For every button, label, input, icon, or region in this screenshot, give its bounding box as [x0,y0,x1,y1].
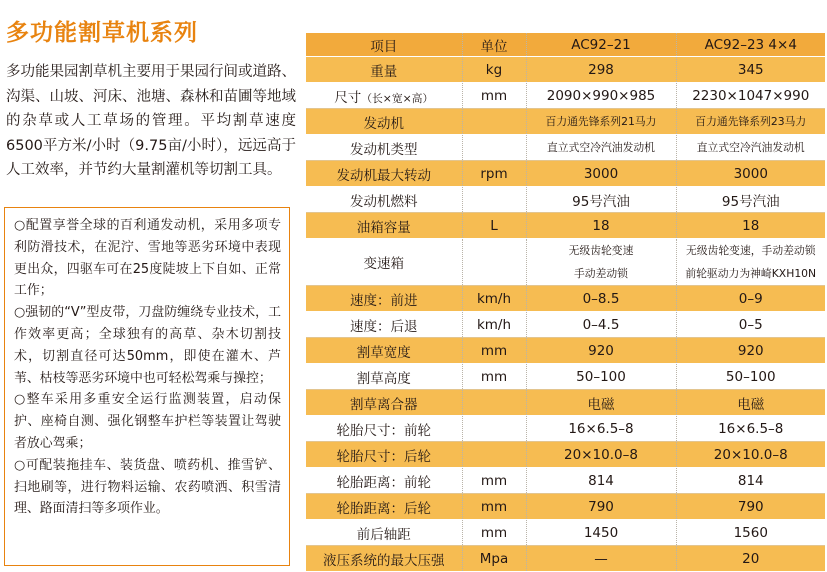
cell-item [306,520,462,546]
cell-item [306,286,462,312]
cell-ac92-23 [676,520,825,546]
cell-unit [462,338,526,364]
cell-unit [462,187,526,213]
cell-unit [462,364,526,390]
cell-unit [462,546,526,572]
intro-paragraph: 多功能果园割草机主要用于果园行间或道路、沟渠、山坡、河床、池塘、森林和苗圃等地域的杂草或人工草场的管理。平均割草速度6500平方米/小时（9.75亩/小时），远远高于人工效率，并节约大量割灌机等切割工具。 [6,64,296,178]
table-row [306,312,825,338]
cell-value: 1450 [583,524,619,541]
item-label: 割草宽度 [356,344,411,361]
cell-value: 0–4.5 [582,316,620,333]
unit-label: km/h [476,316,512,333]
cell-value: 814 [588,472,614,489]
table-row [306,468,825,494]
cell-ac92-23 [676,364,825,390]
header-model-ac92-23: AC92–23 4×4 [676,33,825,57]
cell-value: 电磁 [737,396,765,413]
cell-unit [462,494,526,520]
cell-item [306,109,462,135]
cell-item [306,494,462,520]
cell-ac92-23 [676,213,825,239]
header-model-ac92-21: AC92–21 [526,33,676,57]
item-label: 变速箱 [363,256,404,272]
cell-ac92-21 [526,161,676,187]
cell-unit [462,390,526,416]
cell-item [306,312,462,338]
cell-ac92-21 [526,364,676,390]
item-label: 重量 [370,63,398,80]
cell-value: 2230×1047×990 [692,87,810,104]
item-label: 轮胎尺寸：前轮 [336,422,431,439]
unit-label: mm [480,498,508,515]
cell-ac92-21 [526,57,676,83]
cell-unit [462,135,526,161]
cell-item [306,83,462,109]
cell-item [306,187,462,213]
cell-value: 百力通先锋系列21马力 [545,115,657,128]
cell-value: 814 [737,472,764,489]
cell-item [306,338,462,364]
table-row [306,338,825,364]
item-label: 割草高度 [356,370,411,387]
item-label: 发动机类型 [350,141,418,158]
cell-value: 3000 [733,165,768,182]
unit-label: L [490,217,498,234]
cell-value: 2090×990×985 [546,87,656,104]
cell-item [306,364,462,390]
table-row [306,213,825,239]
cell-value: 95号汽油 [572,193,630,210]
cell-item [306,442,462,468]
cell-value: 298 [588,61,614,78]
cell-item [306,546,462,572]
table-row [306,109,825,135]
item-label: 轮胎尺寸：后轮 [336,448,431,465]
table-row [306,57,825,83]
cell-ac92-21 [526,416,676,442]
cell-unit [462,57,526,83]
item-label: 前后轴距 [356,526,411,543]
item-label: 发动机最大转动 [336,167,431,184]
unit-label: mm [480,472,508,489]
item-label: 轮胎距离：后轮 [336,500,431,517]
cell-value: 790 [588,498,614,515]
cell-value: — [594,550,608,567]
cell-ac92-21 [526,468,676,494]
cell-value-line: 手动差动锁 [574,267,628,280]
cell-item [306,161,462,187]
cell-unit [462,161,526,187]
unit-label: km/h [476,290,512,307]
cell-ac92-23 [676,312,825,338]
cell-ac92-21 [526,442,676,468]
table-row [306,442,825,468]
cell-ac92-23 [676,239,825,286]
cell-ac92-23 [676,468,825,494]
cell-item [306,213,462,239]
cell-unit [462,468,526,494]
features-box [4,207,290,566]
cell-value: 50–100 [576,368,626,385]
item-label: 发动机 [363,115,404,132]
spec-table [306,33,825,572]
header-item: 项目 [306,33,462,57]
cell-unit [462,442,526,468]
cell-ac92-23 [676,187,825,213]
cell-ac92-23 [676,546,825,572]
table-row [306,83,825,109]
cell-ac92-23 [676,494,825,520]
cell-value: 16×6.5–8 [718,420,784,437]
cell-ac92-21 [526,546,676,572]
unit-label: mm [480,87,508,104]
cell-unit [462,286,526,312]
cell-value: 20×10.0–8 [564,446,638,463]
item-label: 尺寸 [334,89,362,106]
cell-value: 0–8.5 [582,290,620,307]
feature-item: ○强韧的“V”型皮带，刀盘防缠绕专业技术，工作效率更高；全球独有的高草、杂木切割技术，切割直径可达50mm，即使在灌木、芦苇、枯枝等恶劣环境中也可轻松驾乘与操控； [14,305,281,386]
unit-label: mm [480,524,508,541]
cell-value: 0–9 [738,290,763,307]
table-row [306,390,825,416]
cell-ac92-21 [526,213,676,239]
cell-value: 3000 [583,165,619,182]
table-row [306,416,825,442]
item-note: （长×宽×高） [361,91,434,105]
cell-unit [462,312,526,338]
cell-ac92-21 [526,109,676,135]
cell-ac92-23 [676,83,825,109]
cell-ac92-23 [676,161,825,187]
cell-ac92-21 [526,494,676,520]
cell-value: 20 [742,550,760,567]
header-unit: 单位 [462,33,526,57]
item-label: 油箱容量 [356,219,411,236]
cell-value: 18 [592,217,610,234]
cell-item [306,468,462,494]
table-row [306,161,825,187]
item-label: 轮胎距离：前轮 [336,474,431,491]
cell-ac92-23 [676,390,825,416]
cell-value: 0–5 [738,316,763,333]
table-row [306,520,825,546]
table-row [306,187,825,213]
feature-item: ○整车采用多重安全运行监测装置，启动保护、座椅自测、强化钢整车护栏等装置让驾驶者放心驾乘； [14,392,281,451]
cell-value-line: 前轮驱动力为神崎KXH10N [685,267,817,280]
cell-unit [462,520,526,546]
cell-value: 790 [737,498,764,515]
cell-ac92-23 [676,135,825,161]
cell-value: 20×10.0–8 [713,446,788,463]
cell-value: 95号汽油 [721,193,780,210]
cell-unit [462,213,526,239]
item-label: 速度：前进 [350,292,418,309]
table-row [306,135,825,161]
cell-value-line: 无级齿轮变速 [568,244,634,257]
cell-value: 345 [737,61,764,78]
feature-item: ○配置享誉全球的百利通发动机，采用多项专利防滑技术，在泥泞、雪地等恶劣环境中表现更出众，四驱车可在25度陡坡上下自如、正常工作； [14,218,281,299]
item-label: 液压系统的最大压强 [323,552,445,569]
table-row [306,286,825,312]
cell-ac92-21 [526,187,676,213]
cell-value: 直立式空冷汽油发动机 [547,141,655,154]
feature-item: ○可配装拖挂车、装货盘、喷药机、推雪铲、扫地刷等，进行物料运输、农药喷洒、积雪清理、路面清扫等多项作业。 [14,457,281,517]
table-row [306,364,825,390]
cell-value: 1560 [733,524,768,541]
item-label: 发动机燃料 [350,193,418,210]
cell-ac92-21 [526,135,676,161]
item-label: 速度：后退 [350,318,418,335]
cell-value: 50–100 [725,368,776,385]
unit-label: mm [480,342,508,359]
unit-label: rpm [480,165,508,182]
cell-item [306,416,462,442]
cell-unit [462,239,526,286]
item-label: 割草离合器 [350,396,418,413]
cell-item [306,239,462,286]
cell-unit [462,109,526,135]
cell-item [306,390,462,416]
table-row [306,494,825,520]
cell-ac92-23 [676,109,825,135]
cell-unit [462,416,526,442]
unit-label: kg [485,61,503,78]
cell-value: 直立式空冷汽油发动机 [696,141,805,154]
cell-value: 920 [737,342,764,359]
cell-value: 电磁 [587,396,615,413]
cell-value: 920 [588,342,614,359]
cell-value: 百力通先锋系列23马力 [695,115,807,128]
table-row [306,546,825,572]
cell-ac92-21 [526,83,676,109]
cell-value: 16×6.5–8 [568,420,634,437]
page-title: 多功能割草机系列 [6,20,198,46]
cell-value: 18 [742,217,760,234]
cell-ac92-21 [526,239,676,286]
cell-ac92-23 [676,338,825,364]
cell-ac92-21 [526,338,676,364]
cell-ac92-21 [526,286,676,312]
cell-ac92-23 [676,57,825,83]
cell-item [306,57,462,83]
cell-ac92-21 [526,390,676,416]
unit-label: Mpa [479,550,509,567]
cell-unit [462,83,526,109]
cell-ac92-21 [526,520,676,546]
cell-ac92-23 [676,286,825,312]
cell-ac92-23 [676,442,825,468]
table-row [306,239,825,286]
unit-label: mm [480,368,508,385]
cell-value-line: 无级齿轮变速，手动差动锁 [685,244,816,257]
cell-ac92-23 [676,416,825,442]
table-header-row [306,33,825,57]
cell-item [306,135,462,161]
cell-ac92-21 [526,312,676,338]
